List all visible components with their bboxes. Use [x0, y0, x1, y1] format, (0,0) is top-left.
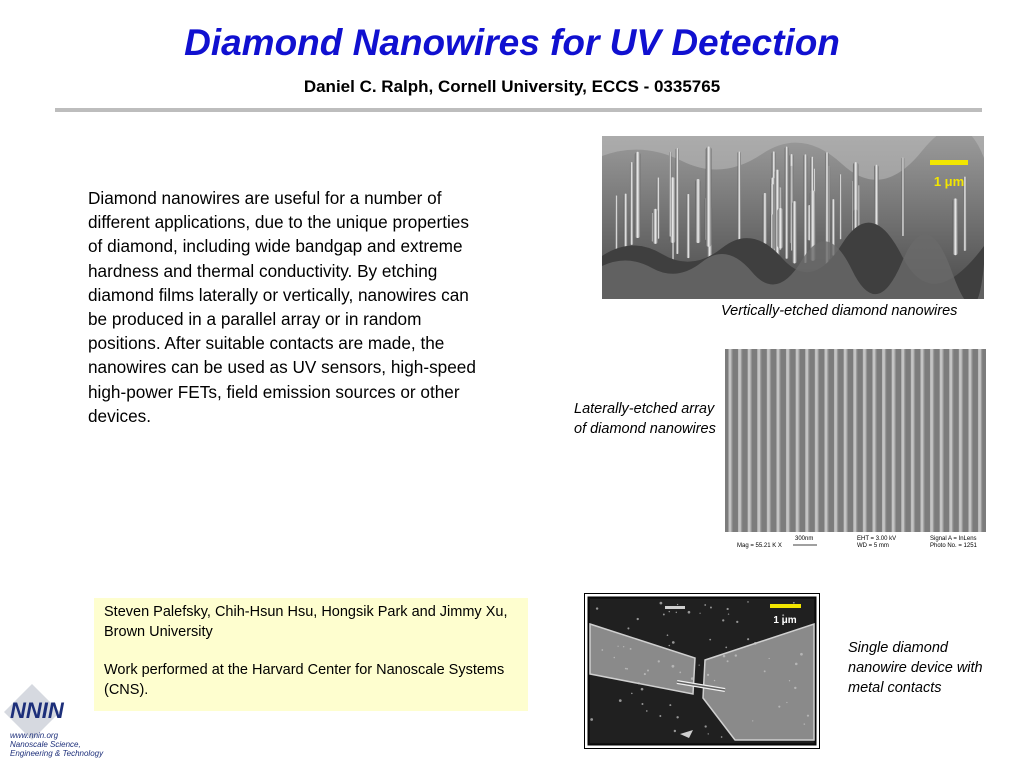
svg-text:Mag = 55.21 K X: Mag = 55.21 K X [737, 543, 782, 549]
scale-label: 1 μm [773, 615, 797, 626]
svg-text:EHT = 3.00 kV: EHT = 3.00 kV [857, 536, 897, 542]
header-divider [55, 108, 982, 112]
svg-text:Engineering & Technology: Engineering & Technology [10, 749, 104, 758]
credits-location: Work performed at the Harvard Center for Nanoscale Systems (CNS). [104, 662, 505, 698]
nnin-logo [2, 682, 122, 766]
single-nanowire-image [584, 593, 820, 749]
slide-title: Diamond Nanowires for UV Detection [184, 22, 840, 63]
vertical-caption: Vertically-etched diamond nanowires [721, 303, 958, 319]
scale-label: 1 μm [933, 174, 965, 189]
svg-text:Photo No. = 1251: Photo No. = 1251 [930, 543, 977, 549]
credits-box [94, 598, 528, 711]
scale-bar [930, 160, 968, 165]
svg-text:Signal A = InLens: Signal A = InLens [930, 536, 977, 542]
svg-text:www.nnin.org: www.nnin.org [10, 731, 59, 740]
lateral-caption: Laterally-etched array of diamond nanowires [574, 401, 716, 437]
svg-text:300nm: 300nm [795, 536, 814, 542]
single-caption: Single diamond nanowire device with metal contacts [848, 640, 983, 696]
credits-authors: Steven Palefsky, Chih-Hsun Hsu, Hongsik Park and Jimmy Xu, Brown University [104, 604, 508, 640]
description-paragraph: Diamond nanowires are useful for a number of different applications, due to the unique properties of diamond, including wide bandgap and extreme hardness and thermal conductivity. By etching diamond films laterally or vertically, nanowires can be produced in a parallel array or in random positions. After suitable contacts are made, the nanowires can be used as UV sensors, high-speed high-power FETs, field emission sources or other devices. [88, 188, 476, 426]
lateral-array-image [725, 349, 986, 559]
slide-subtitle: Daniel C. Ralph, Cornell University, ECCS - 0335765 [303, 77, 721, 96]
svg-text:Nanoscale Science,: Nanoscale Science, [10, 740, 81, 749]
svg-text:NNIN: NNIN [10, 698, 64, 723]
vertical-nanowires-image [602, 136, 984, 299]
svg-text:WD = 5 mm: WD = 5 mm [857, 543, 889, 549]
